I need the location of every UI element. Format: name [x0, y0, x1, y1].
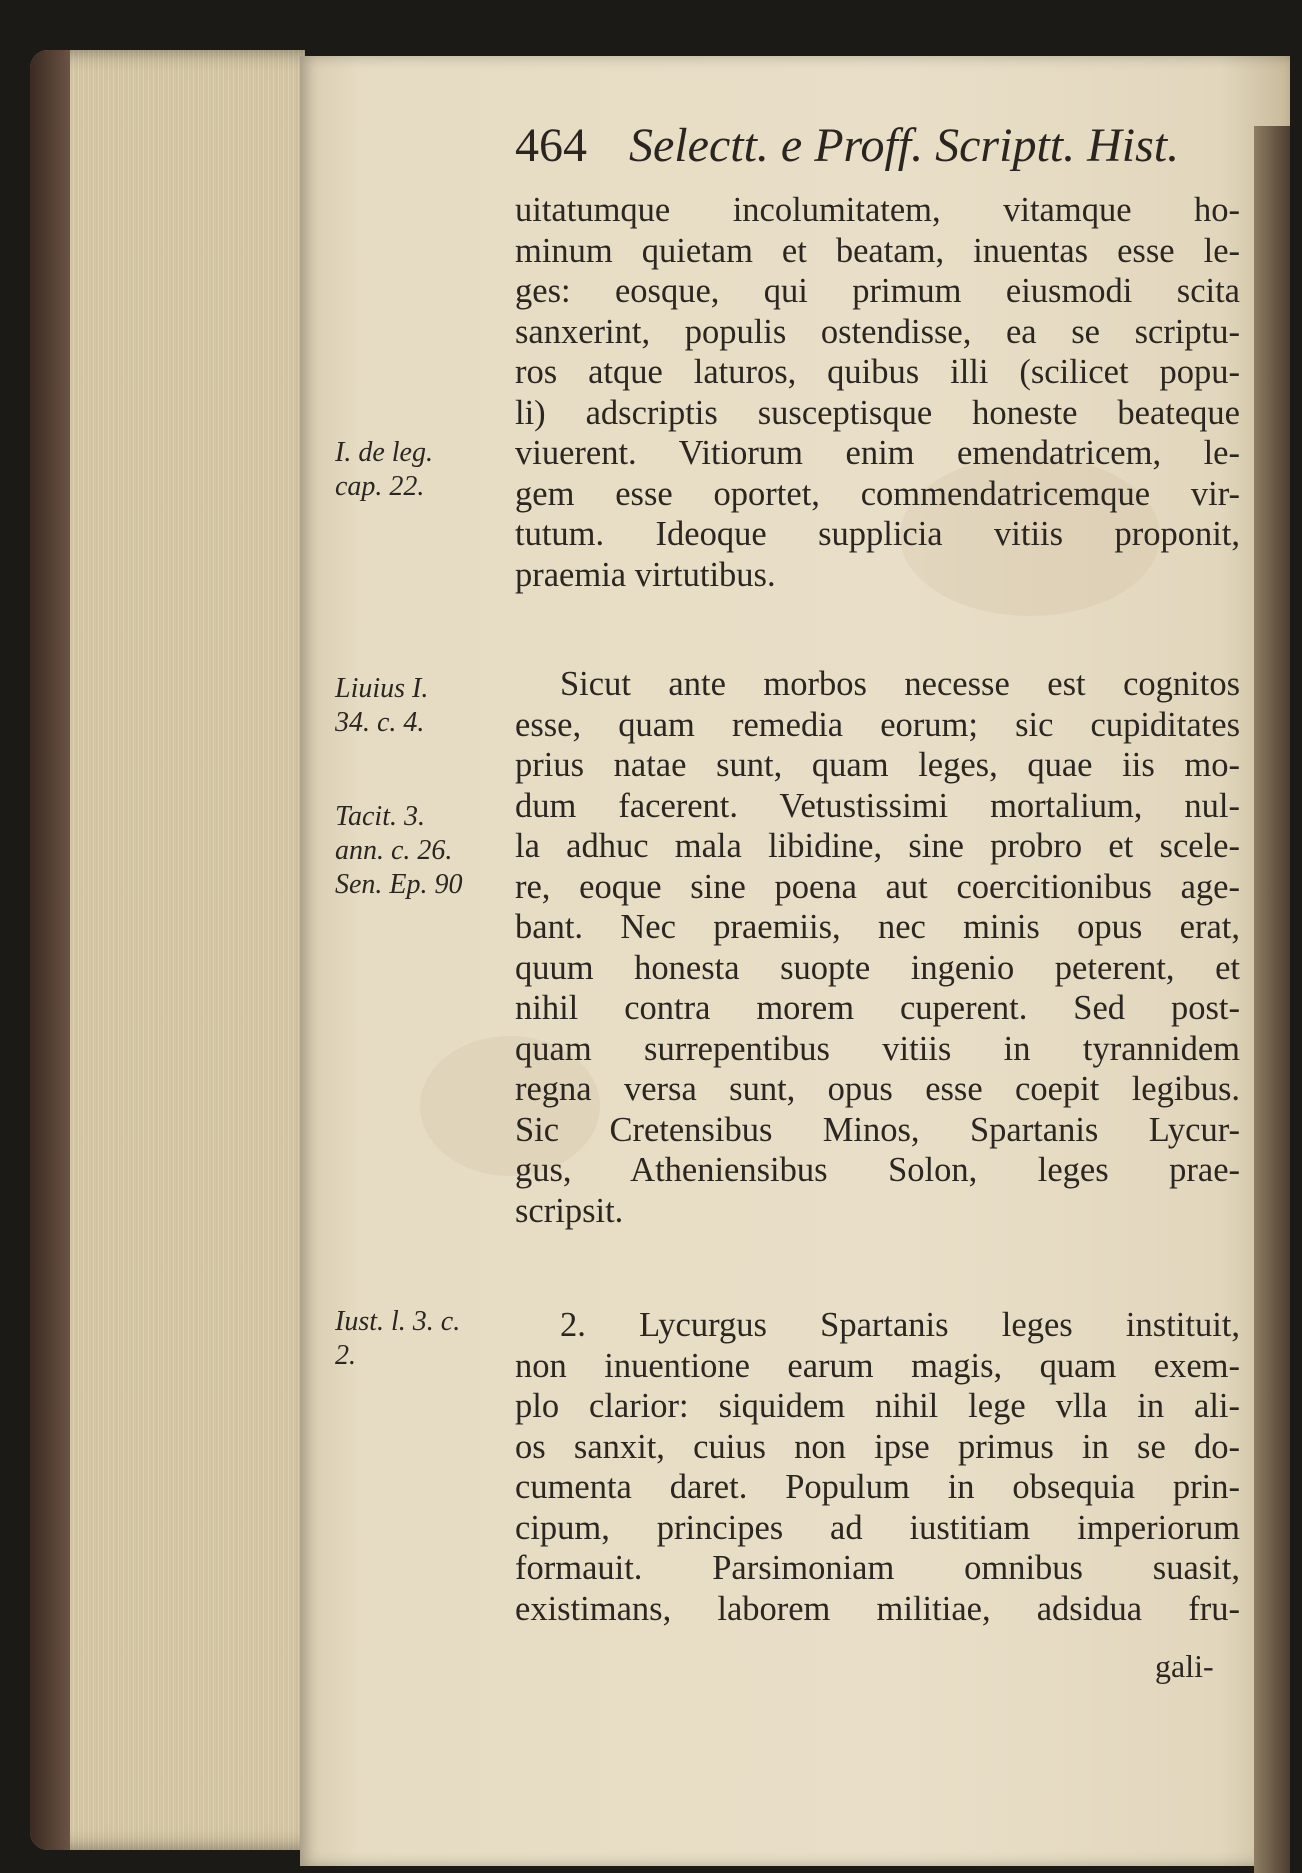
- text-line: li) adscriptis susceptisque honeste beateque: [515, 393, 1240, 432]
- text-line: os sanxit, cuius non ipse primus in se do-: [515, 1427, 1240, 1466]
- catchword: gali-: [1155, 1648, 1214, 1684]
- text-line: formauit. Parsimoniam omnibus suasit,: [515, 1549, 1240, 1587]
- running-head-title: Selectt. e Proff. Scriptt. Hist.: [629, 119, 1180, 172]
- text-line: bant. Nec praemiis, nec minis opus erat,: [515, 908, 1240, 946]
- paragraph-1: [515, 190, 1240, 595]
- text-line: minum quietam et beatam, inuentas esse le-: [515, 231, 1240, 270]
- running-head: [515, 118, 1245, 173]
- text-line: tutum. Ideoque supplicia vitiis proponit,: [515, 515, 1240, 553]
- text-line: uitatumque incolumitatem, vitamque ho-: [515, 191, 1240, 229]
- text-line: Sic Cretensibus Minos, Spartanis Lycur-: [515, 1110, 1240, 1149]
- text-line: existimans, laborem militiae, adsidua fru-: [515, 1589, 1240, 1628]
- text-line: cipum, principes ad iustitiam imperiorum: [515, 1508, 1240, 1547]
- book-cover-edge: [30, 50, 70, 1850]
- margin-note-line: Sen. Ep. 90: [335, 869, 463, 900]
- text-line: ges: eosque, qui primum eiusmodi scita: [515, 272, 1240, 310]
- text-line: la adhuc mala libidine, sine probro et scele-: [515, 827, 1240, 865]
- text-line: dum facerent. Vetustissimi mortalium, nul-: [515, 786, 1240, 825]
- book-fore-edge: [30, 50, 305, 1850]
- text-line: regna versa sunt, opus esse coepit legibus.: [515, 1070, 1240, 1108]
- text-line: 2. Lycurgus Spartanis leges instituit,: [560, 1306, 1240, 1344]
- text-line: cumenta daret. Populum in obsequia prin-: [515, 1468, 1240, 1506]
- margin-note-1: [335, 436, 433, 504]
- margin-note-3: [335, 800, 463, 902]
- paragraph-3: [515, 1305, 1240, 1629]
- margin-note-line: 34. c. 4.: [335, 707, 425, 738]
- margin-note-2: [335, 672, 428, 740]
- margin-note-line: 2.: [335, 1340, 356, 1371]
- text-line: gus, Atheniensibus Solon, leges prae-: [515, 1151, 1240, 1189]
- facing-page-edge: [1254, 126, 1290, 1873]
- text-line: ros atque laturos, quibus illi (scilicet popu-: [515, 353, 1240, 391]
- text-line: sanxerint, populis ostendisse, ea se scriptu-: [515, 312, 1240, 351]
- margin-note-4: [335, 1305, 460, 1373]
- text-line: quam surrepentibus vitiis in tyrannidem: [515, 1029, 1240, 1068]
- text-line: plo clarior: siquidem nihil lege vlla in ali-: [515, 1387, 1240, 1425]
- text-line: nihil contra morem cuperent. Sed post-: [515, 989, 1240, 1027]
- text-line: quum honesta suopte ingenio peterent, et: [515, 948, 1240, 987]
- margin-note-line: Liuius I.: [335, 673, 429, 704]
- margin-note-line: I. de leg.: [335, 437, 433, 468]
- text-line: prius natae sunt, quam leges, quae iis mo-: [515, 746, 1240, 784]
- text-line: scripsit.: [515, 1191, 624, 1230]
- margin-note-line: ann. c. 26.: [335, 835, 453, 866]
- text-line: viuerent. Vitiorum enim emendatricem, le-: [515, 434, 1240, 472]
- page-number: 464: [515, 119, 587, 172]
- paragraph-2: [515, 664, 1240, 1231]
- text-line: re, eoque sine poena aut coercitionibus age-: [515, 867, 1240, 906]
- text-line: non inuentione earum magis, quam exem-: [515, 1346, 1240, 1385]
- text-line: praemia virtutibus.: [515, 555, 776, 594]
- margin-note-line: cap. 22.: [335, 471, 425, 502]
- text-line: esse, quam remedia eorum; sic cupiditates: [515, 705, 1240, 744]
- margin-note-line: Iust. l. 3. c.: [335, 1306, 461, 1337]
- margin-note-line: Tacit. 3.: [335, 801, 425, 832]
- text-line: gem esse oportet, commendatricemque vir-: [515, 474, 1240, 513]
- text-line: Sicut ante morbos necesse est cognitos: [560, 665, 1240, 703]
